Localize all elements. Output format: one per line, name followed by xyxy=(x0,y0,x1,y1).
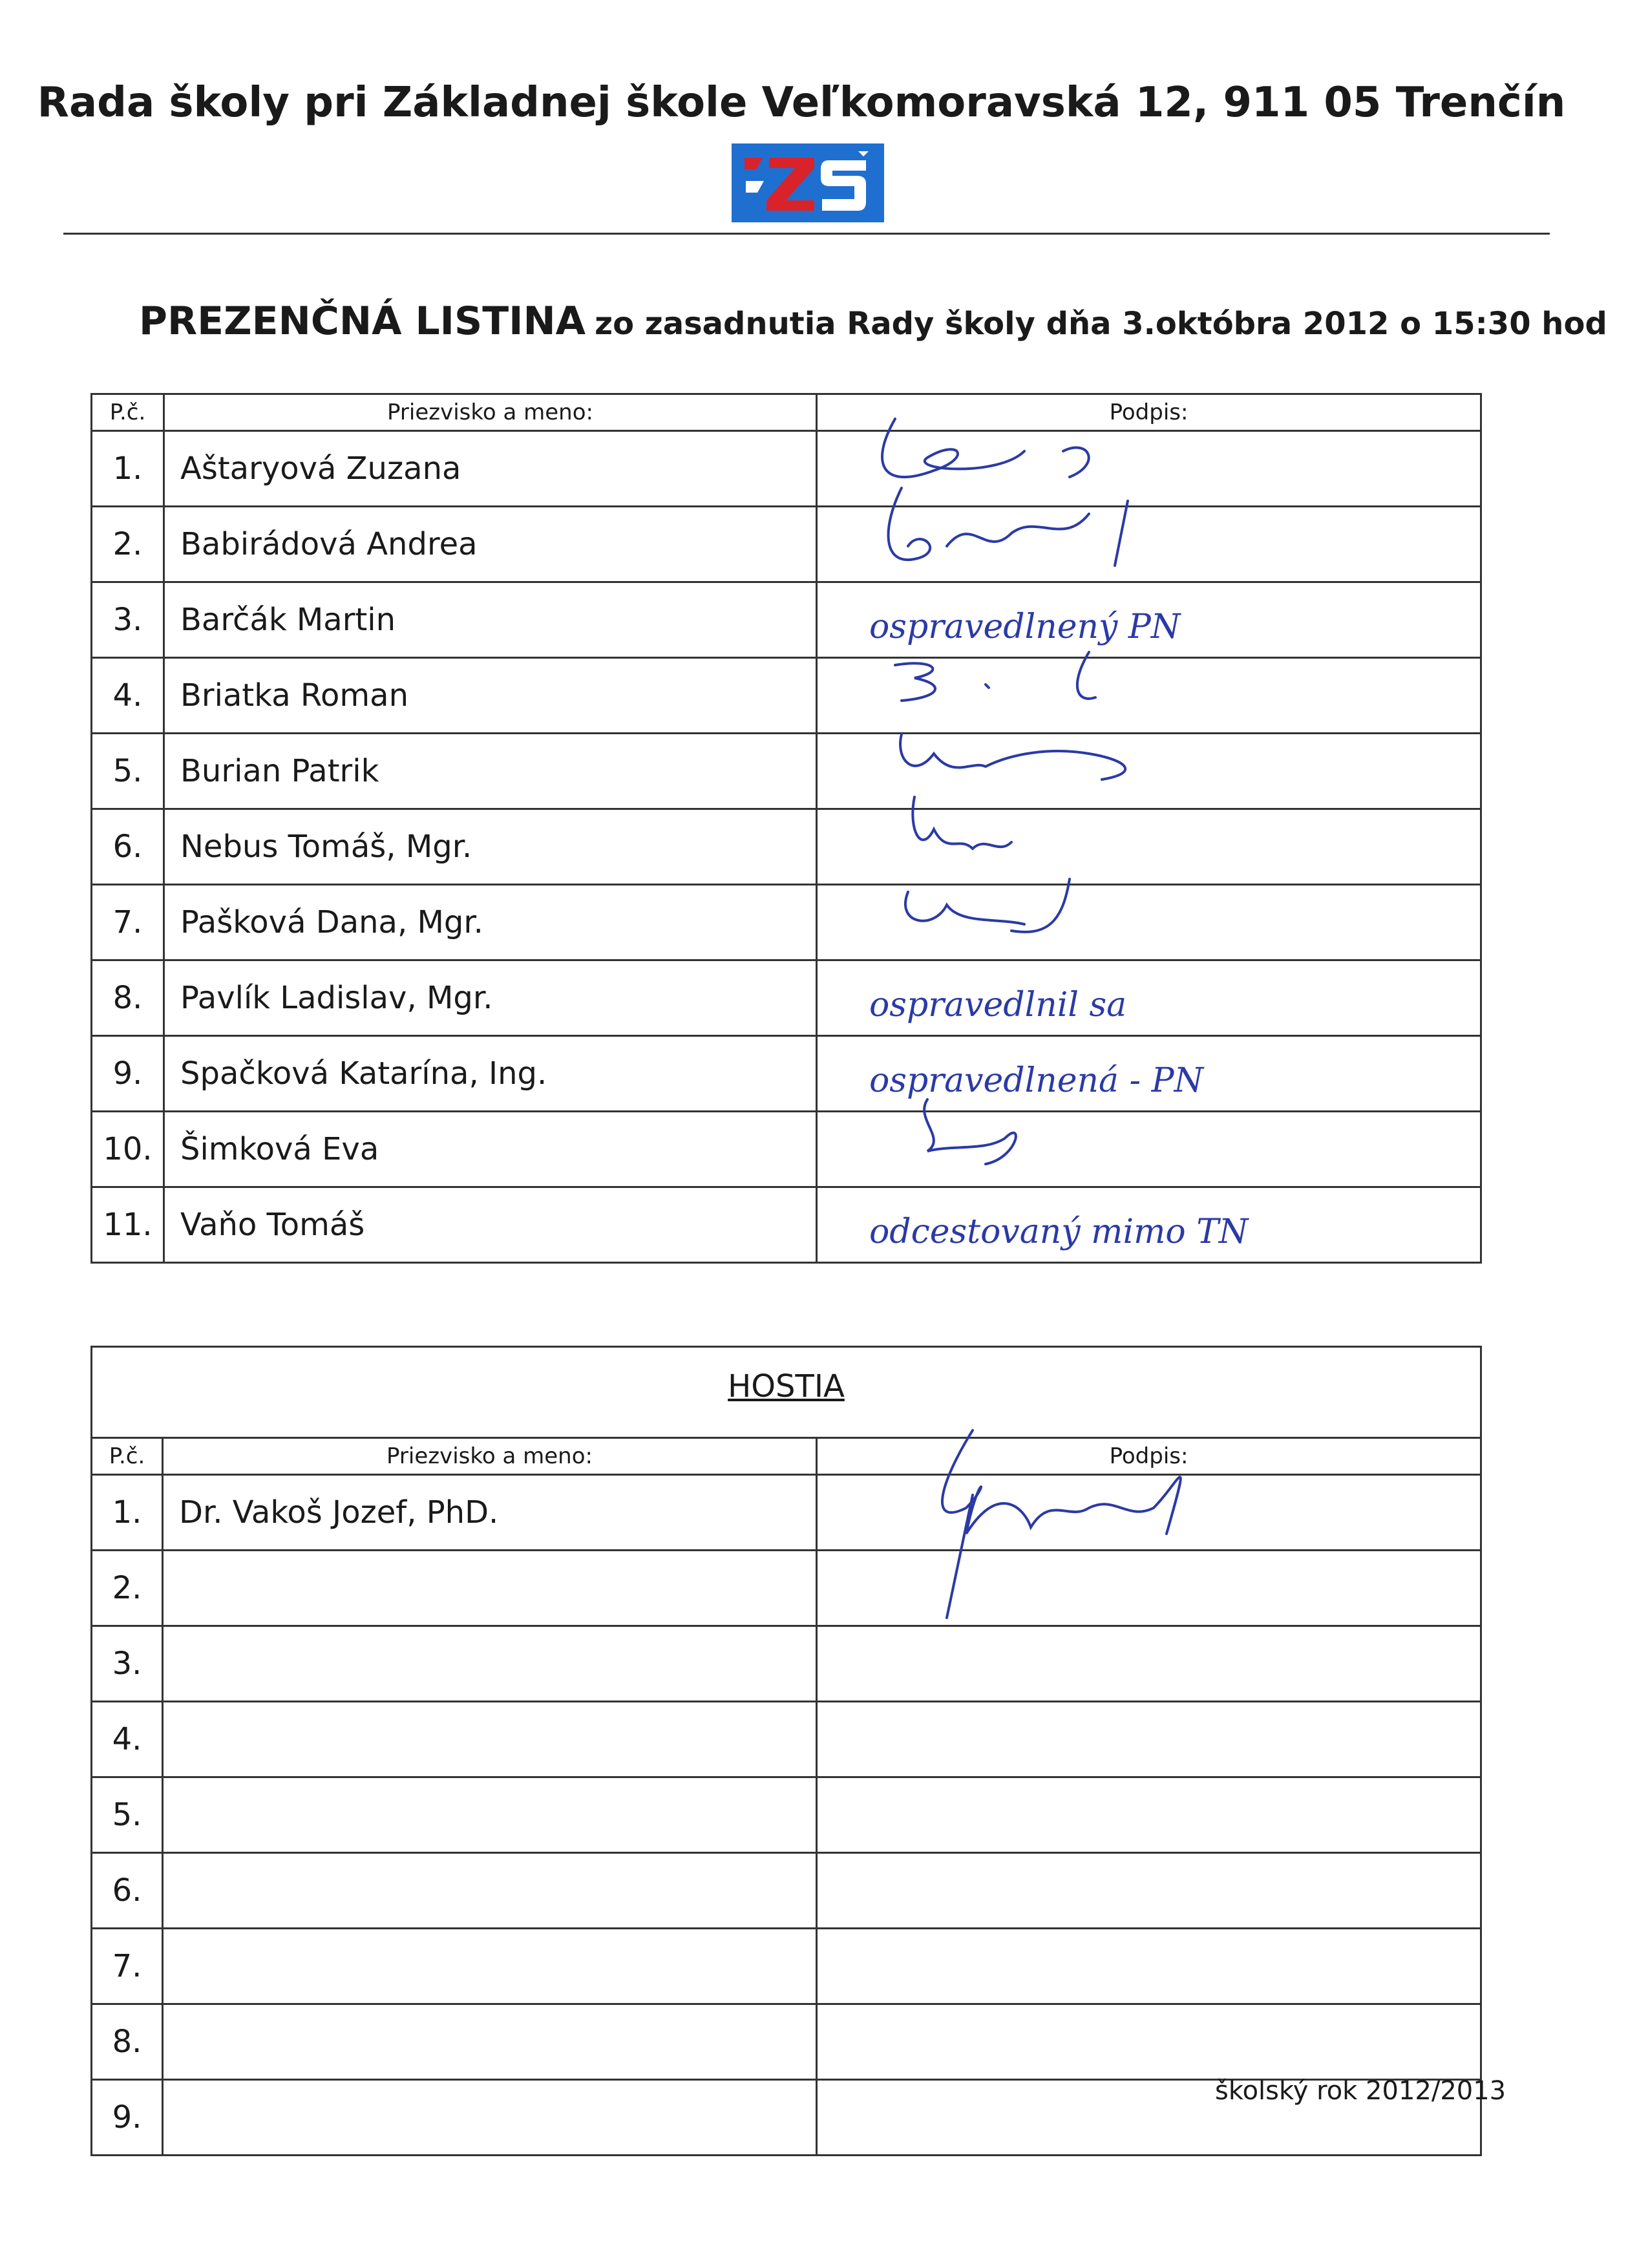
signature-note: ospravedlnil sa xyxy=(869,986,1127,1024)
member-name: Babirádová Andrea xyxy=(164,507,817,582)
member-row xyxy=(92,734,1481,809)
member-name: Pavlík Ladislav, Mgr. xyxy=(164,960,817,1036)
row-number: 9. xyxy=(92,1036,164,1112)
guest-name xyxy=(163,1777,817,1853)
row-number: 7. xyxy=(92,885,164,960)
row-number: 8. xyxy=(92,2004,163,2080)
member-row xyxy=(92,1187,1481,1263)
signature-cell xyxy=(817,1929,1481,2004)
row-number: 1. xyxy=(92,1475,163,1551)
row-number: 11. xyxy=(92,1187,164,1263)
member-row xyxy=(92,1036,1481,1112)
handwritten-signature-icon xyxy=(856,866,1244,970)
signature-note: ospravedlnený PN xyxy=(869,608,1181,646)
row-number: 8. xyxy=(92,960,164,1036)
guest-name xyxy=(163,1551,817,1626)
document-title-sub: zo zasadnutia Rady školy dňa 3.októbra 2012 o 15:30 hod xyxy=(595,306,1607,342)
member-name: Aštaryová Zuzana xyxy=(164,431,817,507)
document-title-main: PREZENČNÁ LISTINA xyxy=(139,299,586,344)
member-row xyxy=(92,507,1481,582)
col-header-signature: Podpis: xyxy=(817,394,1481,431)
row-number: 6. xyxy=(92,1853,163,1929)
member-row xyxy=(92,809,1481,885)
col-header-number: P.č. xyxy=(92,1438,163,1475)
member-name: Pašková Dana, Mgr. xyxy=(164,885,817,960)
guest-row xyxy=(92,1702,1481,1777)
header-divider xyxy=(63,233,1550,235)
guest-row xyxy=(92,1929,1481,2004)
signature-cell xyxy=(817,1853,1481,1929)
signature-cell xyxy=(817,960,1481,1036)
school-year-footer: školský rok 2012/2013 xyxy=(1215,2076,1506,2106)
signature-note: odcestovaný mimo TN xyxy=(869,1213,1249,1251)
document-title xyxy=(139,299,1607,344)
guests-table xyxy=(90,1346,1482,2156)
members-table xyxy=(90,393,1482,1264)
row-number: 5. xyxy=(92,734,164,809)
col-header-signature: Podpis: xyxy=(817,1438,1481,1475)
row-number: 10. xyxy=(92,1112,164,1187)
handwritten-signature-icon xyxy=(856,1093,1244,1196)
row-number: 4. xyxy=(92,658,164,734)
signature-cell xyxy=(817,2004,1481,2080)
guest-name xyxy=(163,1626,817,1702)
row-number: 2. xyxy=(92,1551,163,1626)
guests-section-label: HOSTIA xyxy=(728,1368,845,1404)
row-number: 5. xyxy=(92,1777,163,1853)
signature-note: ospravedlnená - PN xyxy=(869,1061,1204,1100)
row-number: 4. xyxy=(92,1702,163,1777)
signature-cell xyxy=(817,1626,1481,1702)
row-number: 7. xyxy=(92,1929,163,2004)
member-row xyxy=(92,885,1481,960)
guest-name xyxy=(163,1702,817,1777)
guest-name xyxy=(163,2004,817,2080)
member-name: Briatka Roman xyxy=(164,658,817,734)
guest-row xyxy=(92,1475,1481,1551)
guest-row xyxy=(92,1777,1481,1853)
col-header-name: Priezvisko a meno: xyxy=(163,1438,817,1475)
school-logo-icon xyxy=(732,143,884,222)
member-row xyxy=(92,960,1481,1036)
signature-cell xyxy=(817,507,1481,582)
signature-cell xyxy=(817,885,1481,960)
guest-row xyxy=(92,2004,1481,2080)
member-name: Nebus Tomáš, Mgr. xyxy=(164,809,817,885)
guest-name xyxy=(163,1853,817,1929)
row-number: 1. xyxy=(92,431,164,507)
member-row xyxy=(92,431,1481,507)
row-number: 3. xyxy=(92,1626,163,1702)
member-row xyxy=(92,582,1481,658)
col-header-number: P.č. xyxy=(92,394,164,431)
guest-row xyxy=(92,1853,1481,1929)
members-table-header xyxy=(92,394,1481,431)
row-number: 9. xyxy=(92,2080,163,2156)
guests-section-label-row xyxy=(92,1347,1481,1438)
guest-row xyxy=(92,1551,1481,1626)
col-header-name: Priezvisko a meno: xyxy=(164,394,817,431)
member-name: Burian Patrik xyxy=(164,734,817,809)
guest-name xyxy=(163,1929,817,2004)
school-name-heading: Rada školy pri Základnej škole Veľkomoravská 12, 911 05 Trenčín xyxy=(37,79,1566,127)
member-row xyxy=(92,658,1481,734)
row-number: 2. xyxy=(92,507,164,582)
guest-row xyxy=(92,1626,1481,1702)
signature-cell xyxy=(817,1551,1481,1626)
signature-cell xyxy=(817,1777,1481,1853)
signature-cell xyxy=(817,1187,1481,1263)
member-name: Šimková Eva xyxy=(164,1112,817,1187)
guest-name xyxy=(163,2080,817,2156)
row-number: 6. xyxy=(92,809,164,885)
row-number: 3. xyxy=(92,582,164,658)
member-name: Spačková Katarína, Ing. xyxy=(164,1036,817,1112)
signature-cell xyxy=(817,1112,1481,1187)
member-name: Vaňo Tomáš xyxy=(164,1187,817,1263)
member-row xyxy=(92,1112,1481,1187)
signature-cell xyxy=(817,1475,1481,1551)
guest-name: Dr. Vakoš Jozef, PhD. xyxy=(163,1475,817,1551)
member-name: Barčák Martin xyxy=(164,582,817,658)
handwritten-signature-icon xyxy=(856,488,1244,591)
signature-cell xyxy=(817,1702,1481,1777)
